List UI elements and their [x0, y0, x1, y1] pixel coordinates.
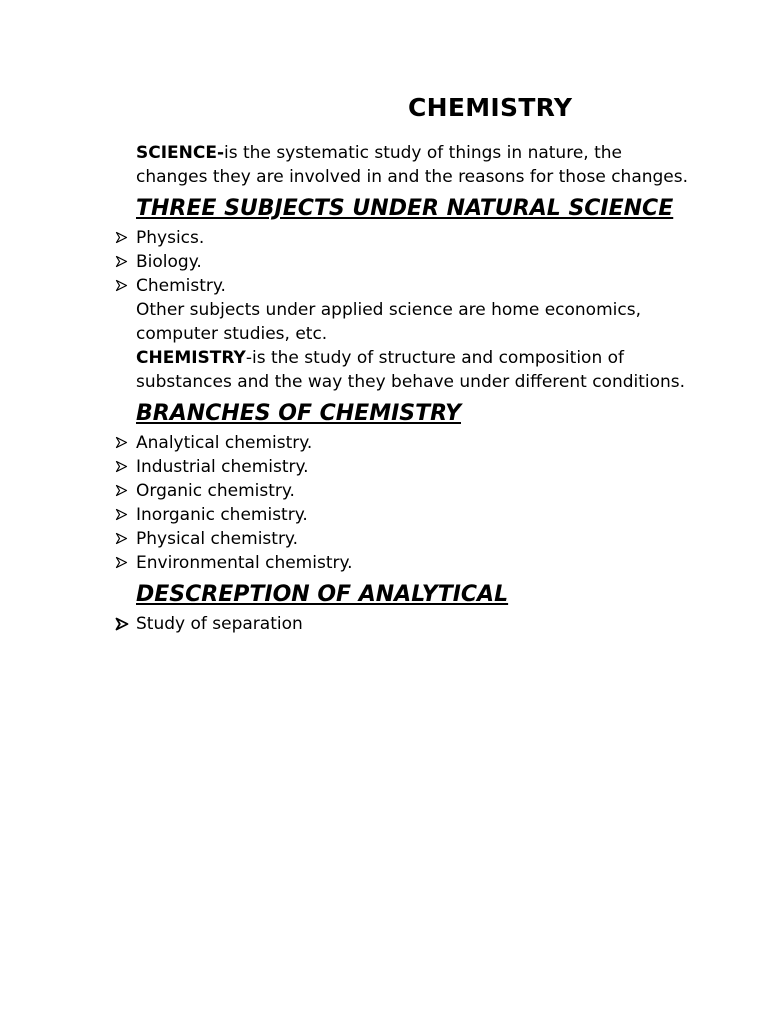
arrowhead-bullet-icon: [115, 231, 128, 244]
list-item: [136, 274, 696, 298]
list-item: [136, 455, 696, 479]
list-item-label: Chemistry.: [136, 276, 226, 296]
list-item-label: Physical chemistry.: [136, 529, 298, 549]
arrowhead-bullet-icon: [115, 556, 128, 569]
list-item-label: Study of separation: [136, 614, 303, 634]
list-item-label: Biology.: [136, 252, 202, 272]
natural-science-list: [136, 226, 696, 298]
document-title: CHEMISTRY: [408, 93, 573, 122]
branches-heading: BRANCHES OF CHEMISTRY: [136, 401, 461, 426]
list-item-label: Physics.: [136, 228, 205, 248]
arrowhead-bullet-icon: [115, 484, 128, 497]
arrowhead-bullet-icon: [115, 532, 128, 545]
analytical-heading: DESCREPTION OF ANALYTICAL: [136, 582, 509, 607]
chemistry-term: CHEMISTRY: [136, 348, 246, 368]
list-item: [136, 431, 696, 455]
science-term: SCIENCE-: [136, 143, 225, 163]
list-item-label: Environmental chemistry.: [136, 553, 353, 573]
chemistry-definition-text: -is the study of structure and composition of substances and the way they behave under different conditions.: [136, 348, 686, 392]
arrowhead-bullet-icon: [115, 279, 128, 292]
list-item: [136, 226, 696, 250]
list-item: [136, 527, 696, 551]
arrowhead-bullet-icon: [115, 617, 129, 631]
arrowhead-bullet-icon: [115, 255, 128, 268]
applied-science-note: Other subjects under applied science are home economics, computer studies, etc.: [136, 300, 641, 344]
arrowhead-bullet-icon: [115, 460, 128, 473]
list-item: [136, 503, 696, 527]
document-body: [136, 141, 696, 636]
list-item: [136, 551, 696, 575]
chemistry-definition: [136, 346, 696, 394]
list-item: [136, 612, 696, 636]
list-item-label: Inorganic chemistry.: [136, 505, 308, 525]
arrowhead-bullet-icon: [115, 436, 128, 449]
natural-science-heading: THREE SUBJECTS UNDER NATURAL SCIENCE: [136, 196, 674, 221]
list-item-label: Industrial chemistry.: [136, 457, 309, 477]
list-item-label: Analytical chemistry.: [136, 433, 313, 453]
list-item: [136, 479, 696, 503]
science-definition: [136, 141, 696, 189]
analytical-list: [136, 612, 696, 636]
arrowhead-bullet-icon: [115, 508, 128, 521]
list-item: [136, 250, 696, 274]
list-item-label: Organic chemistry.: [136, 481, 295, 501]
science-definition-text: is the systematic study of things in nature, the changes they are involved in and the reasons for those changes.: [136, 143, 689, 187]
branches-list: [136, 431, 696, 575]
